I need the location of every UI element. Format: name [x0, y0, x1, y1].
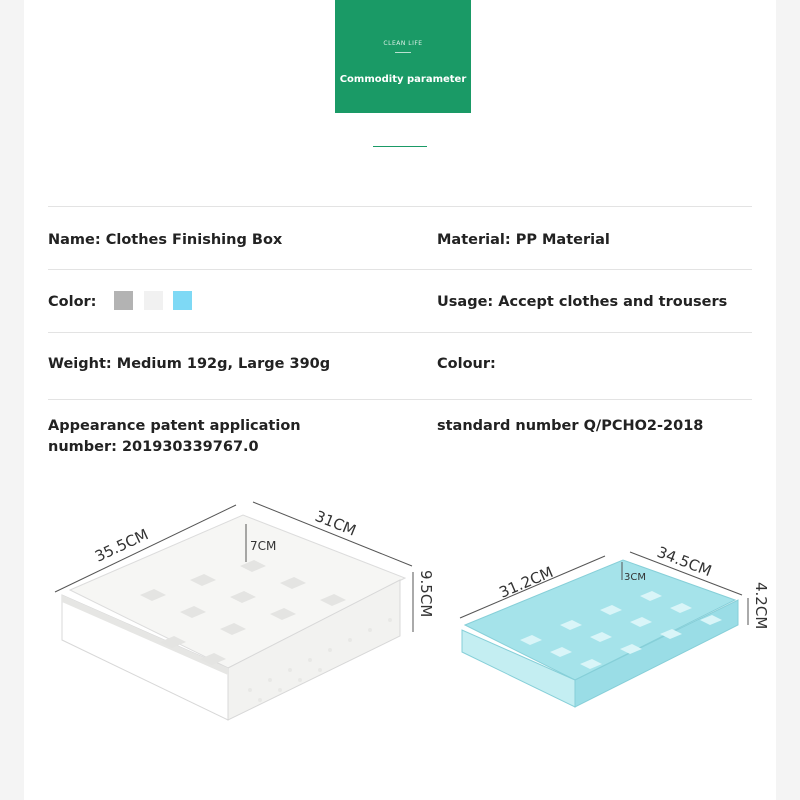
row-divider [48, 269, 752, 270]
spec-patent-line1: Appearance patent application [48, 418, 301, 434]
large-height-label: 9.5CM [417, 570, 435, 618]
header-banner [335, 0, 471, 113]
medium-height-label: 4.2CM [752, 582, 770, 630]
color-swatch-white [144, 291, 163, 310]
spec-standard: standard number Q/PCHO2-2018 [437, 418, 704, 434]
large-inner-height-label: 7CM [250, 539, 277, 553]
spec-color-label: Color: [48, 294, 97, 310]
medium-inner-height-label: 3CM [624, 572, 646, 583]
spec-name: Name: Clothes Finishing Box [48, 232, 283, 248]
spec-colour: Colour: [437, 356, 496, 372]
banner-title: Commodity parameter [339, 74, 467, 85]
spec-weight: Weight: Medium 192g, Large 390g [48, 356, 331, 372]
large-box-image [55, 502, 435, 720]
spec-patent-line2: number: 201930339767.0 [48, 439, 259, 455]
medium-box-image [460, 543, 770, 707]
spec-usage: Usage: Accept clothes and trousers [437, 294, 728, 310]
medium-length-label: 31.2CM [496, 562, 556, 602]
large-width-label: 31CM [312, 507, 359, 540]
accent-divider [373, 146, 427, 147]
color-swatch-blue [173, 291, 192, 310]
row-divider [48, 206, 752, 207]
medium-width-label: 34.5CM [654, 542, 715, 581]
product-illustrations [0, 480, 800, 800]
banner-tagline: CLEAN LIFE [383, 40, 423, 47]
row-divider [48, 399, 752, 400]
color-swatch-gray [114, 291, 133, 310]
banner-divider [395, 52, 411, 53]
spec-material: Material: PP Material [437, 232, 610, 248]
row-divider [48, 332, 752, 333]
large-length-label: 35.5CM [92, 525, 152, 566]
